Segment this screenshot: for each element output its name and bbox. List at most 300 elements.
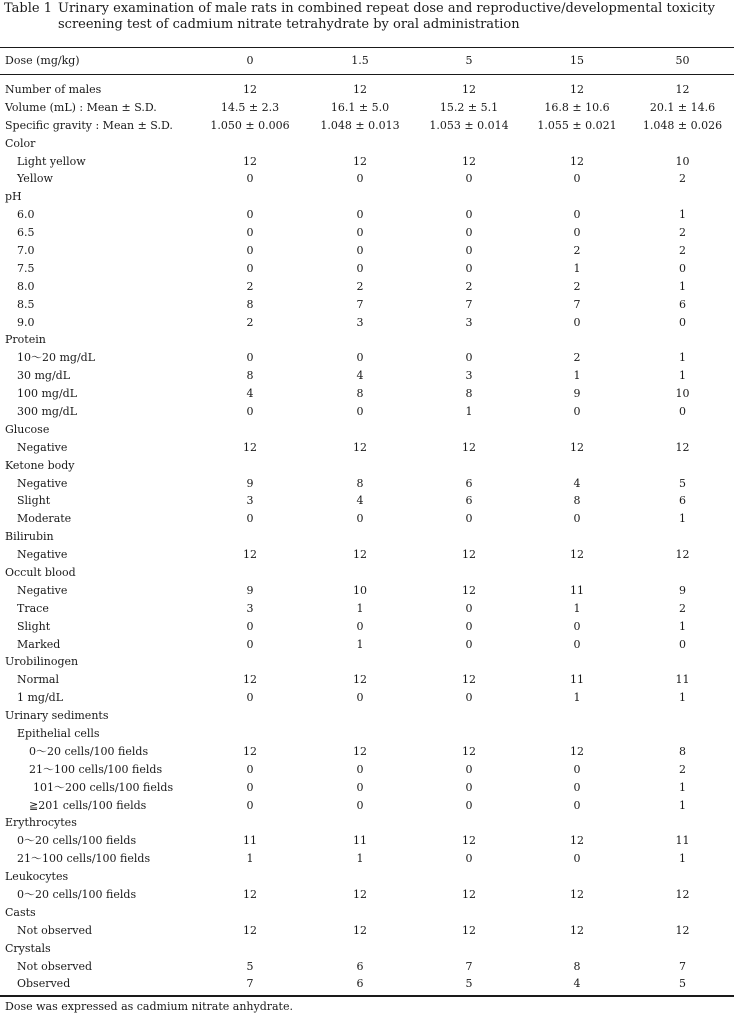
cell-dose-15: 1: [573, 691, 581, 705]
cell-dose-15: [523, 868, 631, 886]
cell-dose-0: 12: [243, 548, 257, 562]
row-label: Urobilinogen: [5, 655, 79, 669]
cell-dose-5: 12: [462, 154, 476, 168]
cell-dose-5: 0: [465, 637, 473, 651]
cell-dose-5: [415, 868, 523, 886]
cell-dose-5: 0: [465, 208, 473, 222]
cell-dose-15: 4: [573, 977, 581, 991]
row-label: Not observed: [17, 959, 93, 973]
cell-dose-0: [195, 725, 305, 743]
cell-dose-0: 3: [246, 494, 254, 508]
cell-dose-1.5: 11: [353, 834, 367, 848]
cell-dose-5: 0: [465, 172, 473, 186]
cell-dose-1.5: 12: [353, 923, 367, 937]
cell-dose-50: 6: [679, 494, 686, 508]
row-label: Negative: [17, 583, 68, 597]
table-body: [0, 81, 734, 993]
cell-dose-1.5: 0: [356, 798, 364, 812]
cell-dose-5: [415, 331, 523, 349]
row-label: 0〜20 cells/100 fields: [17, 888, 137, 902]
cell-dose-0: 12: [243, 82, 257, 96]
cell-dose-0: 14.5 ± 2.3: [220, 100, 280, 114]
row-label: Number of males: [5, 82, 102, 96]
table-row: [0, 385, 734, 403]
table-row: [0, 296, 734, 314]
row-label: Moderate: [17, 512, 72, 526]
table-row: [0, 81, 734, 99]
table-row: [0, 671, 734, 689]
top-rule: [0, 47, 734, 48]
cell-dose-15: [523, 904, 631, 922]
cell-dose-5: 12: [462, 888, 476, 902]
row-label: pH: [5, 190, 22, 204]
cell-dose-0: 0: [246, 798, 254, 812]
row-label: Leukocytes: [5, 870, 69, 884]
cell-dose-1.5: 0: [356, 226, 364, 240]
cell-dose-50: 11: [675, 834, 690, 848]
cell-dose-50: [631, 331, 734, 349]
cell-dose-15: 12: [570, 923, 584, 937]
cell-dose-15: 2: [573, 243, 581, 257]
cell-dose-0: 12: [243, 888, 257, 902]
cell-dose-50: 12: [675, 82, 690, 96]
cell-dose-1.5: 12: [353, 888, 367, 902]
cell-dose-1.5: 0: [356, 351, 364, 365]
cell-dose-5: [415, 654, 523, 672]
cell-dose-15: 4: [573, 476, 581, 490]
cell-dose-1.5: 12: [353, 154, 367, 168]
cell-dose-1.5: [305, 904, 415, 922]
caption-line-1: Urinary examination of male rats in combined repeat dose and reproductive/developmental toxicity: [58, 1, 716, 16]
footnote: Dose was expressed as cadmium nitrate anhydrate.: [5, 1000, 293, 1013]
cell-dose-50: [631, 564, 734, 582]
cell-dose-15: [523, 940, 631, 958]
cell-dose-1.5: 12: [353, 673, 367, 687]
cell-dose-1.5: 0: [356, 762, 364, 776]
cell-dose-0: [195, 528, 305, 546]
row-label: 101〜200 cells/100 fields: [33, 780, 174, 794]
table-row: [0, 528, 734, 546]
cell-dose-50: 9: [679, 583, 686, 597]
cell-dose-1.5: 0: [356, 261, 364, 275]
cell-dose-1.5: 7: [356, 297, 364, 311]
table-row: [0, 976, 734, 994]
table-row: [0, 492, 734, 510]
table-row: [0, 475, 734, 493]
cell-dose-1.5: 16.1 ± 5.0: [330, 100, 390, 114]
cell-dose-1.5: [305, 940, 415, 958]
cell-dose-15: [523, 815, 631, 833]
cell-dose-15: 0: [573, 798, 581, 812]
cell-dose-0: 1.050 ± 0.006: [210, 118, 290, 132]
cell-dose-5: 12: [462, 673, 476, 687]
cell-dose-1.5: [305, 654, 415, 672]
table-caption: [4, 1, 730, 33]
cell-dose-0: 2: [246, 315, 254, 329]
cell-dose-15: 12: [570, 744, 584, 758]
cell-dose-0: 9: [246, 476, 254, 490]
cell-dose-15: 0: [573, 315, 581, 329]
cell-dose-0: 12: [243, 154, 257, 168]
cell-dose-1.5: 4: [356, 369, 364, 383]
cell-dose-5: 0: [465, 512, 473, 526]
cell-dose-1.5: 1: [356, 637, 364, 651]
cell-dose-0: 9: [246, 583, 254, 597]
cell-dose-0: 0: [246, 691, 254, 705]
cell-dose-5: [415, 707, 523, 725]
cell-dose-5: 12: [462, 440, 476, 454]
cell-dose-1.5: [305, 188, 415, 206]
table-row: [0, 689, 734, 707]
table-row: [0, 636, 734, 654]
cell-dose-0: [195, 135, 305, 153]
cell-dose-50: 5: [679, 476, 686, 490]
dose-header-1.5: 1.5: [351, 53, 369, 67]
cell-dose-5: 8: [465, 387, 473, 401]
table-row: [0, 922, 734, 940]
cell-dose-50: 2: [679, 172, 686, 186]
cell-dose-50: 2: [679, 226, 686, 240]
cell-dose-0: [195, 904, 305, 922]
cell-dose-50: [631, 725, 734, 743]
table-row: [0, 618, 734, 636]
cell-dose-1.5: 12: [353, 744, 367, 758]
cell-dose-5: 0: [465, 243, 473, 257]
cell-dose-0: 8: [246, 369, 254, 383]
cell-dose-50: 0: [679, 404, 686, 418]
cell-dose-1.5: 0: [356, 243, 364, 257]
table-row: [0, 421, 734, 439]
table-row: [0, 135, 734, 153]
row-label: 0〜20 cells/100 fields: [29, 744, 149, 758]
cell-dose-50: 10: [675, 387, 690, 401]
cell-dose-50: 5: [679, 977, 686, 991]
cell-dose-0: 0: [246, 780, 254, 794]
cell-dose-15: 12: [570, 82, 584, 96]
cell-dose-5: 0: [465, 261, 473, 275]
row-label: Yellow: [17, 172, 53, 186]
dose-header-label: Dose (mg/kg): [5, 53, 80, 67]
cell-dose-50: [631, 868, 734, 886]
cell-dose-50: [631, 904, 734, 922]
cell-dose-1.5: [305, 135, 415, 153]
cell-dose-15: 0: [573, 762, 581, 776]
cell-dose-0: 0: [246, 619, 254, 633]
row-label: Light yellow: [17, 154, 86, 168]
cell-dose-50: 0: [679, 261, 686, 275]
cell-dose-15: [523, 528, 631, 546]
cell-dose-15: [523, 135, 631, 153]
cell-dose-1.5: [305, 815, 415, 833]
row-label: Erythrocytes: [5, 816, 77, 830]
cell-dose-50: [631, 707, 734, 725]
cell-dose-50: 0: [679, 637, 686, 651]
cell-dose-50: 12: [675, 888, 690, 902]
table-row: [0, 278, 734, 296]
cell-dose-50: 1: [679, 619, 686, 633]
cell-dose-50: 2: [679, 243, 686, 257]
cell-dose-0: 0: [246, 637, 254, 651]
cell-dose-5: 15.2 ± 5.1: [439, 100, 499, 114]
cell-dose-5: 0: [465, 780, 473, 794]
cell-dose-15: 0: [573, 852, 581, 866]
row-label: 100 mg/dL: [17, 387, 78, 401]
table-row: [0, 940, 734, 958]
cell-dose-0: [195, 654, 305, 672]
table-row: [0, 224, 734, 242]
cell-dose-0: 0: [246, 208, 254, 222]
row-label: ≧201 cells/100 fields: [29, 798, 147, 812]
cell-dose-5: 7: [465, 959, 473, 973]
cell-dose-15: 0: [573, 404, 581, 418]
cell-dose-50: 2: [679, 601, 686, 615]
cell-dose-5: 1.053 ± 0.014: [429, 118, 509, 132]
cell-dose-50: 11: [675, 673, 690, 687]
row-label: Protein: [5, 333, 46, 347]
table-row: [0, 886, 734, 904]
cell-dose-1.5: 2: [356, 279, 364, 293]
cell-dose-5: 3: [465, 315, 473, 329]
cell-dose-15: 2: [573, 351, 581, 365]
row-label: Not observed: [17, 923, 93, 937]
table-row: [0, 242, 734, 260]
row-label: Occult blood: [5, 565, 76, 579]
cell-dose-1.5: 4: [356, 494, 364, 508]
row-label: Negative: [17, 548, 68, 562]
cell-dose-0: 8: [246, 297, 254, 311]
cell-dose-15: 1: [573, 601, 581, 615]
cell-dose-1.5: 0: [356, 691, 364, 705]
row-label: Epithelial cells: [17, 727, 100, 740]
cell-dose-5: [415, 135, 523, 153]
row-label: 1 mg/dL: [17, 691, 64, 705]
cell-dose-15: 16.8 ± 10.6: [544, 100, 610, 114]
cell-dose-50: 1.048 ± 0.026: [642, 118, 723, 132]
row-label: 10〜20 mg/dL: [17, 351, 96, 365]
row-label: Observed: [17, 977, 71, 991]
table-row: [0, 260, 734, 278]
row-label: 9.0: [17, 315, 35, 329]
cell-dose-15: 12: [570, 440, 584, 454]
row-label: Negative: [17, 476, 68, 490]
table-row: [0, 707, 734, 725]
cell-dose-50: 20.1 ± 14.6: [649, 100, 716, 114]
cell-dose-50: 6: [679, 297, 686, 311]
row-label: Marked: [17, 637, 61, 651]
table-row: [0, 367, 734, 385]
cell-dose-0: 11: [243, 834, 257, 848]
row-label: Volume (mL) : Mean ± S.D.: [5, 100, 157, 114]
cell-dose-15: 8: [573, 494, 581, 508]
cell-dose-50: [631, 815, 734, 833]
cell-dose-5: 0: [465, 601, 473, 615]
row-label: Urinary sediments: [5, 709, 109, 723]
cell-dose-5: 0: [465, 619, 473, 633]
cell-dose-50: 0: [679, 315, 686, 329]
row-label: 7.0: [17, 243, 35, 257]
cell-dose-1.5: 0: [356, 208, 364, 222]
table-row: [0, 153, 734, 171]
cell-dose-5: 0: [465, 762, 473, 776]
cell-dose-0: 0: [246, 243, 254, 257]
cell-dose-1.5: 6: [356, 959, 364, 973]
cell-dose-50: 8: [679, 744, 686, 758]
cell-dose-15: 8: [573, 959, 581, 973]
cell-dose-50: 1: [679, 369, 686, 383]
cell-dose-5: [415, 940, 523, 958]
row-label: Trace: [17, 601, 49, 615]
row-label: 0〜20 cells/100 fields: [17, 834, 137, 848]
cell-dose-1.5: 0: [356, 780, 364, 794]
cell-dose-5: 0: [465, 351, 473, 365]
row-label: 7.5: [17, 261, 35, 275]
row-label: Bilirubin: [5, 530, 54, 544]
cell-dose-50: 1: [679, 691, 686, 705]
cell-dose-50: 12: [675, 923, 690, 937]
cell-dose-15: [523, 707, 631, 725]
cell-dose-15: 0: [573, 208, 581, 222]
cell-dose-0: 12: [243, 673, 257, 687]
cell-dose-0: 3: [246, 601, 254, 615]
table-row: [0, 654, 734, 672]
table-row: [0, 510, 734, 528]
cell-dose-50: 1: [679, 852, 686, 866]
cell-dose-0: [195, 564, 305, 582]
cell-dose-15: [523, 188, 631, 206]
cell-dose-50: 1: [679, 798, 686, 812]
cell-dose-50: 1: [679, 208, 686, 222]
cell-dose-5: 12: [462, 548, 476, 562]
cell-dose-5: 12: [462, 923, 476, 937]
cell-dose-1.5: 6: [356, 977, 364, 991]
table-row: [0, 904, 734, 922]
table-row: [0, 349, 734, 367]
row-label: Slight: [17, 619, 51, 633]
cell-dose-0: 12: [243, 744, 257, 758]
cell-dose-15: 1: [573, 261, 581, 275]
cell-dose-5: 12: [462, 744, 476, 758]
row-label: Specific gravity : Mean ± S.D.: [5, 118, 173, 132]
cell-dose-5: [415, 421, 523, 439]
row-label: Negative: [17, 440, 68, 454]
cell-dose-50: 1: [679, 351, 686, 365]
cell-dose-15: 9: [573, 387, 581, 401]
cell-dose-0: 0: [246, 172, 254, 186]
cell-dose-5: 12: [462, 82, 476, 96]
table-row: [0, 850, 734, 868]
cell-dose-50: 1: [679, 279, 686, 293]
cell-dose-1.5: 3: [356, 315, 364, 329]
cell-dose-0: [195, 707, 305, 725]
cell-dose-0: [195, 421, 305, 439]
table-row: [0, 815, 734, 833]
row-label: 6.5: [17, 226, 35, 240]
cell-dose-0: 12: [243, 440, 257, 454]
cell-dose-0: 12: [243, 923, 257, 937]
cell-dose-1.5: [305, 725, 415, 743]
cell-dose-50: [631, 457, 734, 475]
row-label: Color: [5, 136, 36, 150]
cell-dose-1.5: 0: [356, 619, 364, 633]
cell-dose-15: [523, 457, 631, 475]
cell-dose-5: [415, 528, 523, 546]
table-row: [0, 188, 734, 206]
cell-dose-5: 0: [465, 852, 473, 866]
header-table: [0, 52, 734, 70]
cell-dose-15: 12: [570, 834, 584, 848]
cell-dose-1.5: 0: [356, 512, 364, 526]
cell-dose-1.5: 10: [353, 583, 367, 597]
row-label: Slight: [17, 494, 51, 508]
table-row: [0, 832, 734, 850]
caption-line-2: screening test of cadmium nitrate tetrahydrate by oral administration: [58, 17, 520, 32]
cell-dose-15: 0: [573, 637, 581, 651]
cell-dose-15: 0: [573, 172, 581, 186]
cell-dose-5: 6: [465, 494, 473, 508]
cell-dose-0: 0: [246, 261, 254, 275]
table-row: [0, 117, 734, 135]
cell-dose-50: [631, 188, 734, 206]
cell-dose-1.5: 1: [356, 601, 364, 615]
cell-dose-15: 1.055 ± 0.021: [537, 118, 617, 132]
cell-dose-5: [415, 904, 523, 922]
row-label: Glucose: [5, 422, 50, 436]
table-row: [0, 725, 734, 743]
cell-dose-15: 11: [570, 583, 584, 597]
cell-dose-0: [195, 457, 305, 475]
cell-dose-1.5: 0: [356, 404, 364, 418]
cell-dose-15: 0: [573, 780, 581, 794]
cell-dose-15: [523, 725, 631, 743]
table-row: [0, 797, 734, 815]
cell-dose-15: 12: [570, 154, 584, 168]
cell-dose-5: 12: [462, 834, 476, 848]
cell-dose-5: 0: [465, 226, 473, 240]
cell-dose-0: 1: [246, 852, 254, 866]
cell-dose-50: 7: [679, 959, 686, 973]
cell-dose-0: 5: [246, 959, 254, 973]
cell-dose-1.5: [305, 707, 415, 725]
cell-dose-1.5: [305, 528, 415, 546]
cell-dose-0: [195, 331, 305, 349]
cell-dose-15: 7: [573, 297, 581, 311]
cell-dose-15: 0: [573, 512, 581, 526]
table-row: [0, 331, 734, 349]
cell-dose-1.5: [305, 868, 415, 886]
cell-dose-5: 0: [465, 798, 473, 812]
cell-dose-1.5: 1.048 ± 0.013: [320, 118, 400, 132]
cell-dose-15: 0: [573, 619, 581, 633]
cell-dose-15: 2: [573, 279, 581, 293]
table-row: [0, 582, 734, 600]
row-label: 6.0: [17, 208, 35, 222]
cell-dose-0: 7: [246, 977, 254, 991]
cell-dose-0: [195, 868, 305, 886]
row-label: Casts: [5, 905, 36, 919]
cell-dose-5: 2: [465, 279, 473, 293]
table-row: [0, 314, 734, 332]
cell-dose-0: 0: [246, 762, 254, 776]
cell-dose-50: 12: [675, 548, 690, 562]
header-row: [0, 52, 734, 70]
cell-dose-15: 1: [573, 369, 581, 383]
cell-dose-5: 1: [465, 404, 473, 418]
cell-dose-0: 4: [246, 387, 254, 401]
cell-dose-50: 12: [675, 440, 690, 454]
cell-dose-0: 0: [246, 351, 254, 365]
row-label: 30 mg/dL: [17, 369, 71, 383]
cell-dose-1.5: [305, 421, 415, 439]
